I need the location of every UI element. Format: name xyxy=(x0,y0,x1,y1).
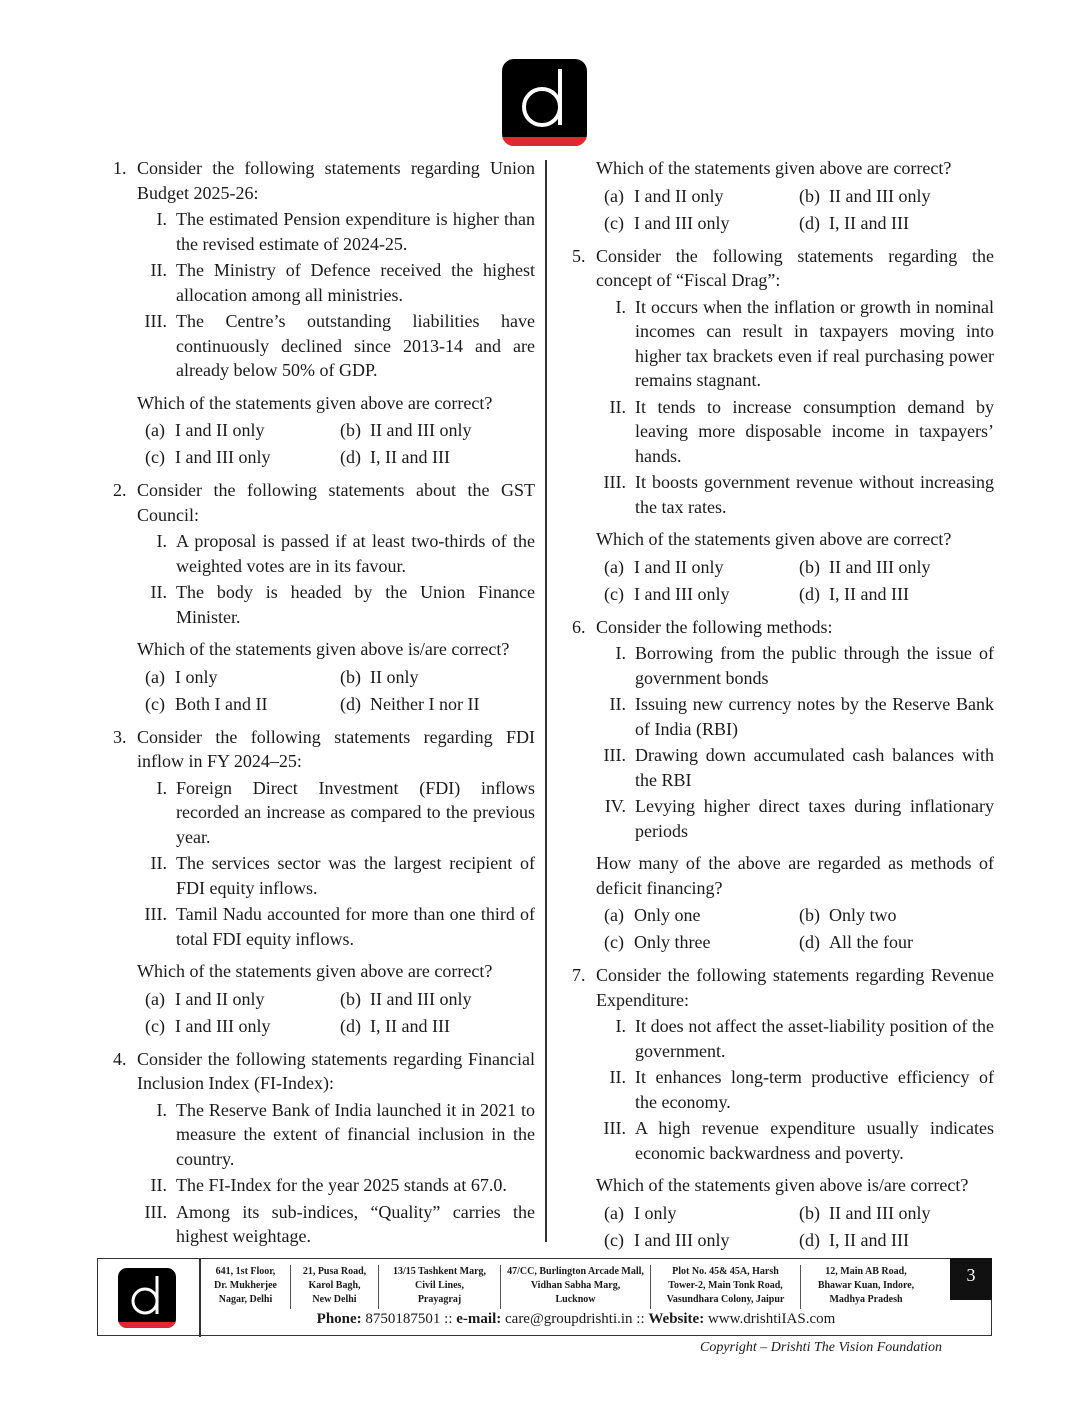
phone: 8750187501 xyxy=(365,1311,441,1327)
email-link[interactable]: care@groupdrishti.in xyxy=(505,1311,633,1327)
option-text: Neither I nor II xyxy=(370,693,480,714)
question-prompt: How many of the above are regarded as methods of deficit financing? xyxy=(596,853,994,898)
option-c[interactable] xyxy=(604,581,799,608)
option-text: Only one xyxy=(634,905,701,925)
option-d[interactable] xyxy=(340,1013,535,1040)
option-a[interactable] xyxy=(145,986,340,1013)
footer-logo xyxy=(118,1268,176,1328)
option-text: I and II only xyxy=(634,556,724,577)
option-a[interactable] xyxy=(145,664,340,691)
question-text: Consider the following statements regarding FDI inflow in FY 2024–25: xyxy=(137,726,535,771)
option-b[interactable] xyxy=(340,986,535,1013)
option-b[interactable] xyxy=(340,417,535,444)
statement-text: It tends to increase consumption demand by leaving more disposable income in taxpayers’ hands. xyxy=(635,396,994,466)
option-text: I, II and III xyxy=(829,212,909,233)
address-line: 47/CC, Burlington Arcade Mall, xyxy=(507,1266,644,1277)
address-line: Dr. Mukherjee xyxy=(214,1280,277,1291)
option-letter: (b) xyxy=(799,1202,820,1223)
address-4 xyxy=(501,1265,651,1309)
statement-numeral: I. xyxy=(615,296,626,317)
option-letter: (a) xyxy=(145,988,165,1009)
options xyxy=(596,902,994,956)
options xyxy=(137,417,535,471)
address-1 xyxy=(201,1265,291,1309)
option-d[interactable] xyxy=(799,581,994,608)
option-text: I and III only xyxy=(634,583,730,604)
option-text: I and III only xyxy=(634,1229,730,1250)
option-letter: (b) xyxy=(340,988,361,1009)
option-letter: (a) xyxy=(604,905,624,925)
statement-numeral: III. xyxy=(144,904,167,924)
option-letter: (a) xyxy=(604,1202,624,1223)
option-c[interactable] xyxy=(604,210,799,237)
options xyxy=(596,554,994,608)
statement xyxy=(596,295,994,393)
question-number: 6. xyxy=(572,616,586,637)
option-text: Only two xyxy=(829,905,897,925)
option-text: I and II only xyxy=(634,185,724,206)
option-text: All the four xyxy=(829,932,913,952)
website-link[interactable]: www.drishtiIAS.com xyxy=(707,1311,836,1327)
address-line: 21, Pusa Road, xyxy=(302,1266,367,1277)
address-line: Karol Bagh, xyxy=(308,1280,361,1291)
statement-numeral: I. xyxy=(156,1099,167,1120)
option-letter: (d) xyxy=(799,1229,820,1250)
statement-numeral: I. xyxy=(156,531,167,551)
option-text: II and III only xyxy=(829,1202,931,1223)
statement xyxy=(596,743,994,792)
question-block xyxy=(572,963,994,1254)
website-label: Website: xyxy=(648,1311,705,1327)
separator: :: xyxy=(440,1311,457,1327)
option-text: I and III only xyxy=(634,212,730,233)
question-prompt: Which of the statements given above are correct? xyxy=(137,392,493,413)
contact-line xyxy=(201,1311,951,1328)
statement-text: It enhances long-term productive efficiency of the economy. xyxy=(635,1067,994,1112)
statement xyxy=(137,1098,535,1172)
option-text: I, II and III xyxy=(370,1015,450,1036)
statement xyxy=(137,1173,535,1198)
option-text: I and II only xyxy=(175,988,265,1009)
question-text: Consider the following methods: xyxy=(596,616,833,637)
address-3 xyxy=(379,1265,501,1309)
question-block xyxy=(572,156,994,237)
question-text: Consider the following statements about the GST Council: xyxy=(137,480,535,525)
options xyxy=(596,1200,994,1254)
statement-text: It does not affect the asset-liability position of the government. xyxy=(635,1016,994,1061)
option-letter: (c) xyxy=(145,1015,165,1036)
statement-text: The estimated Pension expenditure is higher than the revised estimate of 2024-25. xyxy=(176,209,535,254)
statement-text: The Centre’s outstanding liabilities have continuously declined since 2013-14 and are already below 50% of GDP. xyxy=(176,311,535,380)
statement-text: A proposal is passed if at least two-thirds of the weighted votes are in its favour. xyxy=(176,531,535,576)
option-b[interactable] xyxy=(799,183,994,210)
question-number: 5. xyxy=(572,245,586,266)
statement xyxy=(137,309,535,383)
question-prompt: Which of the statements given above is/are correct? xyxy=(596,1175,969,1195)
option-a[interactable] xyxy=(604,1200,799,1227)
statement-numeral: III. xyxy=(144,1201,167,1222)
option-b[interactable] xyxy=(340,664,535,691)
question-prompt: Which of the statements given above are correct? xyxy=(596,158,952,178)
option-text: II and III only xyxy=(370,420,472,440)
statement-numeral: III. xyxy=(603,745,626,765)
address-line: Prayagraj xyxy=(417,1294,462,1305)
separator: :: xyxy=(632,1311,649,1327)
question-text: Consider the following statements regarding Revenue Expenditure: xyxy=(596,965,994,1010)
statement xyxy=(137,902,535,951)
statement-text: A high revenue expenditure usually indicates economic backwardness and poverty. xyxy=(635,1118,994,1163)
options xyxy=(137,664,535,718)
question-block xyxy=(572,615,994,957)
option-letter: (d) xyxy=(799,212,820,233)
option-d[interactable] xyxy=(799,1227,994,1254)
option-text: II and III only xyxy=(829,556,931,577)
option-b[interactable] xyxy=(799,902,994,929)
statement xyxy=(137,580,535,629)
option-text: I, II and III xyxy=(829,1229,909,1250)
question-block xyxy=(113,725,535,1040)
option-c[interactable] xyxy=(604,1227,799,1254)
question-prompt: Which of the statements given above is/are correct? xyxy=(137,639,510,659)
address-line: Plot No. 45& 45A, Harsh xyxy=(672,1266,779,1277)
option-letter: (c) xyxy=(604,932,624,952)
option-d[interactable] xyxy=(799,929,994,956)
address-line: 13/15 Tashkent Marg, xyxy=(392,1266,487,1277)
statement-text: Foreign Direct Investment (FDI) inflows recorded an increase as compared to the previous year. xyxy=(176,777,535,847)
option-letter: (d) xyxy=(340,447,361,467)
statement-numeral: IV. xyxy=(604,796,626,816)
statement-numeral: II. xyxy=(609,694,626,714)
statement-text: Drawing down accumulated cash balances with the RBI xyxy=(635,745,994,790)
statement-numeral: I. xyxy=(156,777,167,798)
address-line: Madhya Pradesh xyxy=(829,1294,903,1305)
option-letter: (d) xyxy=(340,693,361,714)
option-letter: (a) xyxy=(604,556,624,577)
question-number: 4. xyxy=(113,1048,127,1069)
question-number: 7. xyxy=(572,965,586,985)
options xyxy=(596,183,994,237)
statement-numeral: II. xyxy=(150,260,167,280)
option-letter: (c) xyxy=(604,583,624,604)
statement xyxy=(137,851,535,900)
option-letter: (d) xyxy=(340,1015,361,1036)
option-letter: (b) xyxy=(799,185,820,206)
copyright: Copyright – Drishti The Vision Foundation xyxy=(700,1340,943,1355)
option-text: II only xyxy=(370,666,419,687)
option-letter: (c) xyxy=(604,1229,624,1250)
statement-text: Levying higher direct taxes during inflationary periods xyxy=(635,796,994,841)
option-letter: (a) xyxy=(604,185,624,206)
footer xyxy=(97,1258,992,1336)
address-line: Vasundhara Colony, Jaipur xyxy=(666,1294,785,1305)
option-text: II and III only xyxy=(829,185,931,206)
option-text: I, II and III xyxy=(370,447,450,467)
question-block xyxy=(113,1047,535,1249)
left-column xyxy=(113,156,535,1256)
statement-text: Borrowing from the public through the issue of government bonds xyxy=(635,643,994,688)
option-c[interactable] xyxy=(145,691,340,718)
address-line: Civil Lines, xyxy=(415,1280,464,1291)
option-letter: (c) xyxy=(604,212,624,233)
address-5 xyxy=(651,1265,801,1309)
address-6 xyxy=(801,1265,931,1309)
question-prompt: Which of the statements given above are correct? xyxy=(137,961,493,981)
right-column xyxy=(572,156,994,1261)
option-text: I, II and III xyxy=(829,583,909,604)
option-a[interactable] xyxy=(604,183,799,210)
address-line: Vidhan Sabha Marg, xyxy=(530,1280,621,1291)
statement-numeral: II. xyxy=(150,1175,167,1195)
address-line: Tower-2, Main Tonk Road, xyxy=(668,1280,783,1291)
statement-numeral: II. xyxy=(150,582,167,602)
phone-label: Phone: xyxy=(316,1311,362,1327)
address-line: Bhawar Kuan, Indore, xyxy=(817,1280,915,1291)
question-number: 2. xyxy=(113,480,127,500)
question-number: 1. xyxy=(113,158,127,178)
statement-numeral: I. xyxy=(615,1016,626,1036)
option-letter: (a) xyxy=(145,420,165,440)
statement xyxy=(596,395,994,469)
statement-text: The services sector was the largest recipient of FDI equity inflows. xyxy=(176,853,535,898)
option-letter: (d) xyxy=(799,932,820,952)
statement-numeral: III. xyxy=(603,472,626,492)
statement-numeral: II. xyxy=(609,396,626,417)
address-list xyxy=(201,1265,931,1309)
question-block xyxy=(572,244,994,608)
option-text: I and III only xyxy=(175,1015,271,1036)
option-d[interactable] xyxy=(340,444,535,471)
statement-text: The Reserve Bank of India launched it in 2021 to measure the extent of financial inclusion in the country. xyxy=(176,1099,535,1169)
option-letter: (a) xyxy=(145,666,165,687)
option-text: I only xyxy=(634,1202,677,1223)
statement xyxy=(596,470,994,519)
question-block xyxy=(113,478,535,718)
statement xyxy=(596,1116,994,1165)
statement xyxy=(596,641,994,690)
statement xyxy=(596,1014,994,1063)
drishti-logo xyxy=(502,59,587,146)
option-letter: (c) xyxy=(145,693,165,714)
option-b[interactable] xyxy=(799,1200,994,1227)
page-number: 3 xyxy=(950,1258,992,1300)
statement-text: It occurs when the inflation or growth in nominal incomes can result in taxpayers moving into higher tax brackets even if real purchasing power remains stagnant. xyxy=(635,296,994,390)
statement xyxy=(137,529,535,578)
question-text: Consider the following statements regarding Financial Inclusion Index (FI-Index): xyxy=(137,1048,535,1093)
option-letter: (b) xyxy=(799,905,820,925)
statement-text: Among its sub-indices, “Quality” carries the highest weightage. xyxy=(176,1201,535,1246)
statement xyxy=(596,1065,994,1114)
option-letter: (d) xyxy=(799,583,820,604)
address-2 xyxy=(291,1265,379,1309)
question-text: Consider the following statements regarding Union Budget 2025-26: xyxy=(137,158,535,203)
option-c[interactable] xyxy=(145,1013,340,1040)
option-d[interactable] xyxy=(799,210,994,237)
option-letter: (b) xyxy=(799,556,820,577)
statement-numeral: III. xyxy=(144,311,167,331)
statement xyxy=(596,794,994,843)
statement-text: The FI-Index for the year 2025 stands at 67.0. xyxy=(176,1175,507,1195)
statement-text: Issuing new currency notes by the Reserve Bank of India (RBI) xyxy=(635,694,994,739)
address-line: 641, 1st Floor, xyxy=(215,1266,276,1277)
option-b[interactable] xyxy=(799,554,994,581)
option-a[interactable] xyxy=(604,554,799,581)
statement-numeral: I. xyxy=(615,643,626,663)
statement xyxy=(137,207,535,256)
option-letter: (c) xyxy=(145,447,165,467)
question-text: Consider the following statements regarding the concept of “Fiscal Drag”: xyxy=(596,245,994,290)
address-line: Lucknow xyxy=(555,1294,596,1305)
statement xyxy=(596,692,994,741)
option-a[interactable] xyxy=(145,417,340,444)
statement-numeral: II. xyxy=(609,1067,626,1087)
statement xyxy=(137,1200,535,1249)
column-divider xyxy=(545,160,547,1242)
statement xyxy=(137,258,535,307)
question-block xyxy=(113,156,535,471)
option-d[interactable] xyxy=(340,691,535,718)
statement-text: The Ministry of Defence received the highest allocation among all ministries. xyxy=(176,260,535,305)
option-c[interactable] xyxy=(604,929,799,956)
address-line: 12, Main AB Road, xyxy=(825,1266,907,1277)
option-text: I and III only xyxy=(175,447,271,467)
question-number: 3. xyxy=(113,726,127,747)
statement-text: It boosts government revenue without increasing the tax rates. xyxy=(635,472,994,517)
address-line: New Delhi xyxy=(312,1294,357,1305)
question-prompt: Which of the statements given above are correct? xyxy=(596,529,952,549)
email-label: e-mail: xyxy=(456,1311,502,1327)
statement-text: The body is headed by the Union Finance Minister. xyxy=(176,582,535,627)
statement-numeral: III. xyxy=(603,1118,626,1138)
option-letter: (b) xyxy=(340,420,361,440)
options xyxy=(137,986,535,1040)
option-a[interactable] xyxy=(604,902,799,929)
address-line: Nagar, Delhi xyxy=(218,1294,273,1305)
option-text: I and II only xyxy=(175,420,265,440)
option-text: I only xyxy=(175,666,218,687)
statement xyxy=(137,776,535,850)
statement-numeral: II. xyxy=(150,853,167,873)
option-c[interactable] xyxy=(145,444,340,471)
option-letter: (b) xyxy=(340,666,361,687)
statement-numeral: I. xyxy=(156,209,167,229)
option-text: II and III only xyxy=(370,988,472,1009)
option-text: Only three xyxy=(634,932,711,952)
statement-text: Tamil Nadu accounted for more than one third of total FDI equity inflows. xyxy=(176,904,535,949)
option-text: Both I and II xyxy=(175,693,268,714)
